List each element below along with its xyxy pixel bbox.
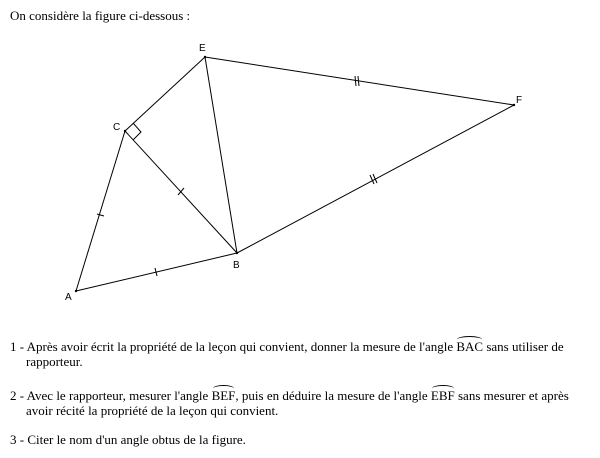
- label-C: C: [113, 122, 121, 133]
- tick-marks: [97, 76, 377, 276]
- tick-BF-1: [370, 175, 374, 184]
- q1-prefix: 1 - Après avoir écrit la propriété de la leçon qui convient, donner la mesure de l'angle: [10, 339, 457, 354]
- question-3: [10, 432, 590, 447]
- dot-B: [236, 252, 238, 254]
- dot-C: [124, 130, 126, 132]
- segment-AC: [76, 131, 125, 291]
- intro-text: On considère la figure ci-dessous :: [10, 8, 191, 23]
- dot-A: [75, 290, 77, 292]
- q2-line2: avoir récité la propriété de la leçon qui convient.: [26, 403, 279, 418]
- segment-CE: [125, 57, 205, 131]
- label-F: F: [516, 95, 523, 106]
- tick-EF-2: [358, 76, 359, 86]
- angle-BAC: BAC: [456, 339, 484, 354]
- q1-suffix: sans utiliser de: [483, 339, 564, 354]
- angle-EBF: EBF: [430, 388, 455, 403]
- q3-text: 3 - Citer le nom d'un angle obtus de la figure.: [10, 432, 246, 447]
- label-B: B: [233, 260, 240, 271]
- points-dots: [75, 56, 515, 292]
- angle-BEF: BEF: [211, 388, 236, 403]
- q1-line2: rapporteur.: [26, 354, 83, 369]
- tick-EF-1: [355, 76, 356, 86]
- label-E: E: [199, 43, 206, 54]
- label-A: A: [65, 292, 72, 303]
- segment-EF: [205, 57, 514, 105]
- segments: [76, 57, 514, 291]
- right-angle-mark-C: [133, 123, 141, 140]
- question-2: [10, 388, 590, 418]
- dot-E: [204, 56, 206, 58]
- dot-F: [513, 104, 515, 106]
- question-1: [10, 339, 590, 369]
- tick-AC: [97, 214, 104, 216]
- q2-suffix: sans mesurer et après: [454, 388, 569, 403]
- q2-middle: , puis en déduire la mesure de l'angle: [235, 388, 431, 403]
- q2-prefix: 2 - Avec le rapporteur, mesurer l'angle: [10, 388, 212, 403]
